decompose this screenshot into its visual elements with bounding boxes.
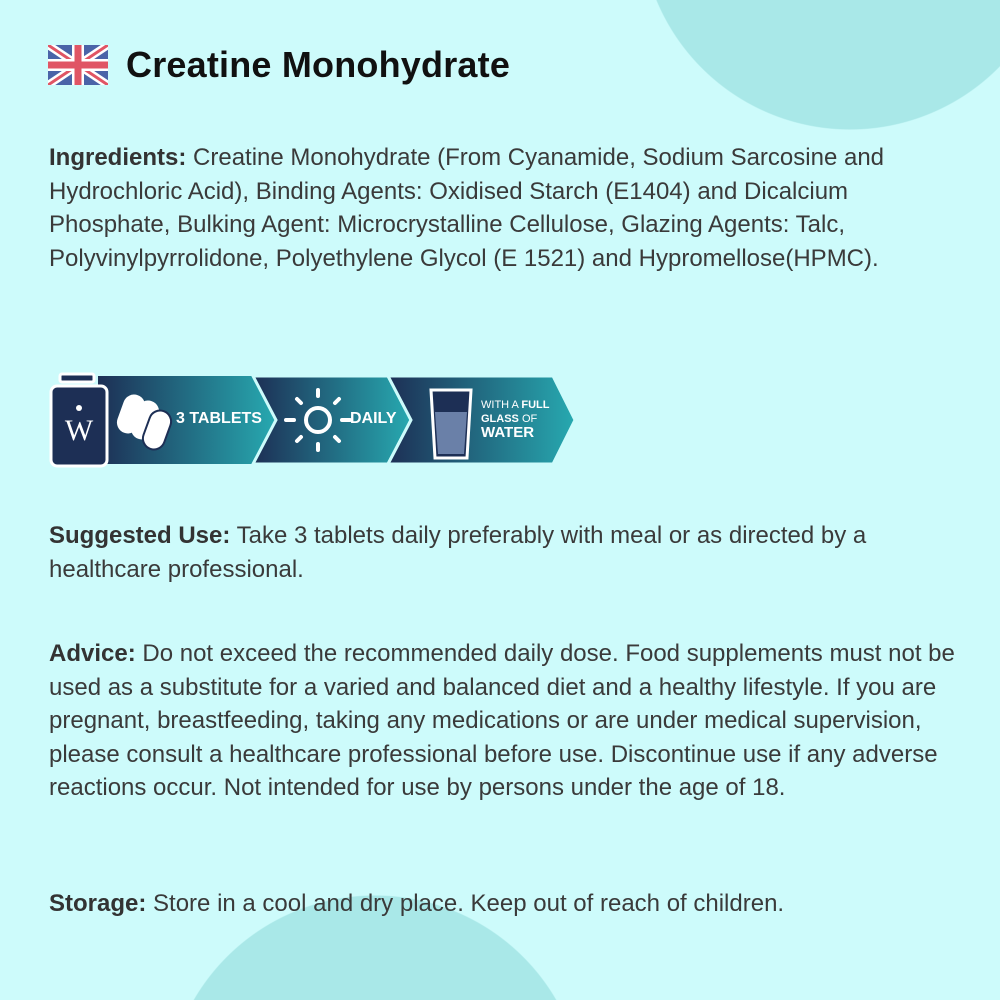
storage-text: Store in a cool and dry place. Keep out of reach of children.: [153, 890, 785, 917]
glass-of-water-icon: [431, 390, 471, 458]
ingredients-section: [49, 141, 899, 275]
water-label: [481, 398, 549, 440]
dosage-banner: [48, 372, 578, 468]
svg-text:W: W: [64, 414, 94, 447]
page-title: Creatine Monohydrate: [126, 44, 511, 85]
tablets-label: 3 TABLETS: [176, 410, 262, 427]
water-text-1a: WITH A: [481, 399, 522, 411]
suggested-use-text: Take 3 tablets daily preferably with meal or as directed by a healthcare professional.: [49, 522, 867, 583]
water-text-2b: OF: [518, 413, 538, 425]
advice-text: Do not exceed the recommended daily dose. Food supplements must not be used as a substitute for a varied and balanced diet and a healthy lifestyle. If you are pregnant, breastfeeding, taking any medications or are under medical supervision, please consult a healthcare professional before use. Discontinue use if any adverse reactions occur. Not intended for use by persons under the age of 18.: [49, 640, 955, 802]
daily-label: DAILY: [350, 410, 397, 427]
advice-section: [49, 637, 969, 805]
bottle-icon: [51, 374, 107, 466]
storage-label: Storage:: [49, 890, 147, 917]
water-text-2a: GLASS: [481, 413, 519, 425]
water-text-3: WATER: [481, 424, 535, 441]
advice-label: Advice:: [49, 640, 136, 667]
uk-flag-icon: [48, 45, 108, 85]
storage-section: [49, 887, 829, 921]
suggested-use-label: Suggested Use:: [49, 522, 231, 549]
ingredients-text: Creatine Monohydrate (From Cyanamide, Sodium Sarcosine and Hydrochloric Acid), Binding Agents: Oxidised Starch (E1404) and Dicalcium Phosphate, Bulking Agent: Microcrystalline Cellulose, Glazing Agents: Talc, Polyvinylpyrrolidone, Polyethylene Glycol (E 1521) and Hypromellose(HPMC).: [49, 144, 885, 272]
water-text-1b: FULL: [521, 399, 550, 411]
ingredients-label: Ingredients:: [49, 144, 187, 171]
suggested-use-section: [49, 519, 869, 586]
page-header: [48, 44, 510, 86]
